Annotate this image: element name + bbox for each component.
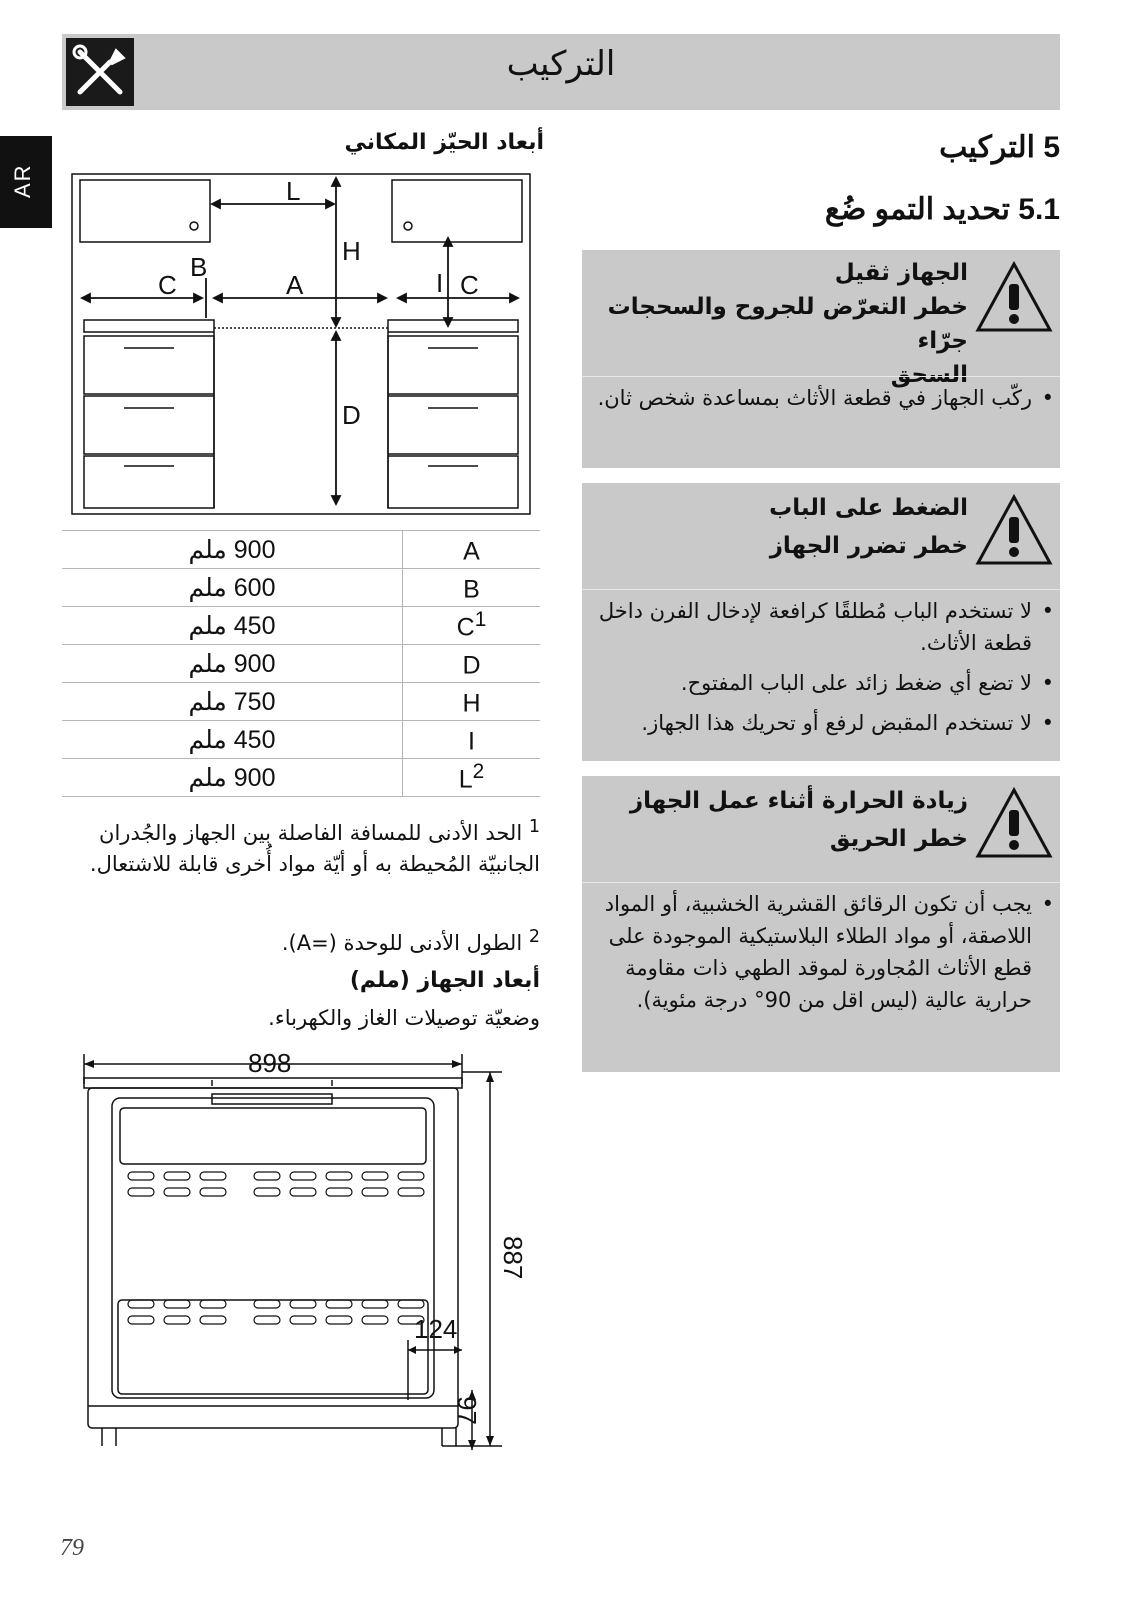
table-row: 900 ملم $L^2$ [62,759,540,797]
label-A: A [286,270,304,300]
warning-title: الضغط على الباب خطر تضرر الجهاز [769,495,968,559]
space-dimensions-title: أبعاد الحيّز المكاني [344,130,544,155]
warning-icon [974,786,1054,860]
table-row: 450 ملم I [62,721,540,759]
footnote-1: $^1$ الحد الأدنى للمسافة الفاصلة بين الجهاز والجُدران الجانبيّة المُحيطة به أو أيّة مواد أُخرى قابلة للاشتعال. [89,817,540,876]
page-number: 79 [60,1535,84,1561]
label-D: D [342,400,361,430]
label-H: H [342,236,361,266]
table-row: 750 ملم H [62,683,540,721]
label-I: I [436,268,444,298]
appliance-dimensions-note: وضعيّة توصيلات الغاز والكهرباء. [268,1006,540,1030]
page-title: التركيب [506,44,616,84]
warning-body [592,382,1032,422]
inner-dimension: 124 [414,1314,458,1344]
width-dimension: 898 [248,1050,292,1078]
section-subheading: 5.1 تحديد التمو ضُع [824,193,1060,226]
space-dimensions-table [62,530,540,797]
label-L: L [286,176,301,206]
warning-title: زيادة الحرارة أثناء عمل الجهاز خطر الحريق [629,788,968,852]
table-row: 600 ملم B [62,569,540,607]
language-label: AR [10,163,35,198]
appliance-diagram [62,1050,540,1496]
footnote-2: $^2$ الطول الأدنى للوحدة (=A). [281,927,540,955]
feet-dimension: 97 [452,1396,482,1425]
warning-bullet: • لا تستخدم الباب مُطلقًا كرافعة لإدخال الفرن داخل قطعة الأثاث. [592,595,1032,659]
section-heading: 5 التركيب [939,131,1060,164]
table-row: 450 ملم $C^1$ [62,607,540,645]
height-dimension: 887 [498,1236,528,1280]
page-header [62,34,1060,110]
warning-bullet: • لا تضع أي ضغط زائد على الباب المفتوح. [592,667,1032,699]
warning-title: الجهاز ثقيل خطر التعرّض للجروح والسحجات جرّاء السحق [607,260,968,388]
warning-body [592,595,1032,747]
label-C-left: C [158,270,177,300]
table-row: 900 ملم D [62,645,540,683]
warning-box-heavy [582,250,1060,468]
warning-body [592,888,1032,1024]
appliance-dimensions-title: أبعاد الجهاز (ملم) [349,968,540,993]
language-tab [0,136,52,228]
warning-icon [974,260,1054,334]
space-dimensions-diagram [62,168,540,520]
warning-icon [974,493,1054,567]
warning-box-door [582,483,1060,761]
warning-bullet: • يجب أن تكون الرقائق القشرية الخشبية، أو المواد اللاصقة، أو مواد الطلاء البلاستيكية الموجودة على قطع الأثاث المُجاورة لموقد الطهي ذات مقاومة حرارية عالية (ليس اقل من 90° درجة مئوية). [592,888,1032,1016]
warning-box-heat [582,776,1060,1072]
label-C-right: C [460,270,479,300]
table-row: 900 ملم A [62,531,540,569]
warning-bullet: • لا تستخدم المقبض لرفع أو تحريك هذا الجهاز. [592,707,1032,739]
label-B: B [190,252,208,282]
warning-bullet: • ركّب الجهاز في قطعة الأثاث بمساعدة شخص ثان. [592,382,1032,414]
